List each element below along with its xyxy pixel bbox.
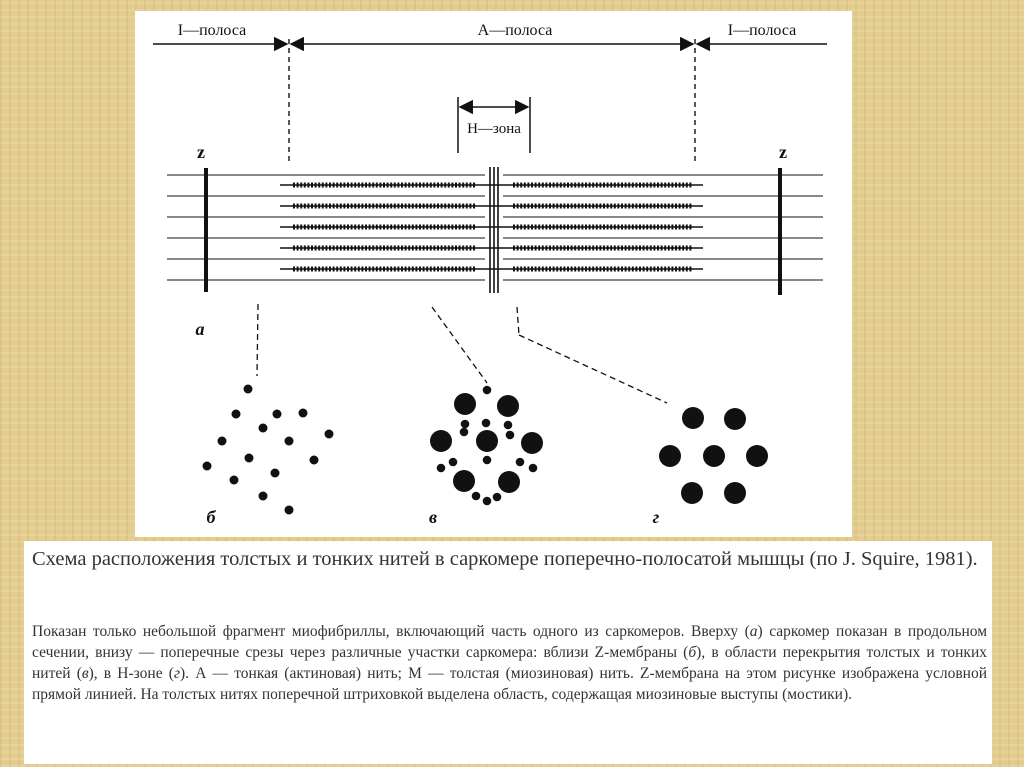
overlap-filament-dot-8 — [483, 386, 492, 395]
thin-filament-dot-15 — [285, 506, 294, 515]
thin-filament-dot-10 — [285, 437, 294, 446]
thin-filament-dot-12 — [230, 476, 239, 485]
thin-filament-dot-13 — [271, 469, 280, 478]
i-band-right-label: I—полоса — [727, 22, 797, 39]
thin-filament-dot-6 — [299, 409, 308, 418]
overlap-filament-dot-17 — [472, 492, 481, 501]
thin-filament-dot-9 — [245, 454, 254, 463]
connector-b — [257, 304, 258, 376]
thin-filament-dot-11 — [310, 456, 319, 465]
thin-filament-dot-8 — [203, 462, 212, 471]
caption-ref-a: а — [749, 623, 758, 640]
thick-filament-dot-6 — [681, 482, 703, 504]
overlap-filament-dot-12 — [449, 458, 458, 467]
overlap-filament-dot-16 — [483, 456, 492, 465]
thick-filament-dot-1 — [682, 407, 704, 429]
caption-text-3: ), в области перекрытия толстых и тонких нитей ( — [32, 644, 987, 682]
panel-letter-v: в — [428, 507, 438, 527]
caption-text-2: ) саркомер показан в продольном сечении, внизу — поперечные срезы через различные участки саркомера: вблизи Z-мембраны ( — [32, 623, 987, 661]
panel-letter-a: а — [195, 319, 205, 339]
thin-filament-dot-1 — [244, 385, 253, 394]
i-band-left-label: I—полоса — [177, 22, 247, 39]
overlap-filament-dot-11 — [482, 419, 491, 428]
overlap-filament-dot-1 — [454, 393, 476, 415]
overlap-filament-dot-3 — [430, 430, 452, 452]
cross-section-h-zone — [659, 407, 768, 504]
overlap-filament-dot-5 — [521, 432, 543, 454]
sarcomere-diagram — [135, 11, 852, 537]
overlap-filament-dot-2 — [497, 395, 519, 417]
a-band-label: A—полоса — [477, 22, 553, 39]
overlap-filament-dot-20 — [460, 428, 469, 437]
overlap-filament-dot-21 — [506, 431, 515, 440]
overlap-filament-dot-19 — [483, 497, 492, 506]
panel-letter-g: г — [652, 507, 660, 527]
cross-section-overlap — [430, 386, 543, 506]
overlap-filament-dot-4 — [476, 430, 498, 452]
thick-filament-dot-4 — [703, 445, 725, 467]
overlap-filament-dot-10 — [504, 421, 513, 430]
caption-body — [32, 621, 987, 705]
caption-ref-b: б — [688, 644, 697, 661]
z-left-label: z — [197, 142, 205, 162]
overlap-filament-dot-15 — [529, 464, 538, 473]
thin-filament-dot-14 — [259, 492, 268, 501]
thick-filament-dot-5 — [746, 445, 768, 467]
thick-filament-dot-3 — [659, 445, 681, 467]
h-zone-label: H—зона — [467, 121, 521, 137]
caption-text-4: ), в Н-зоне ( — [88, 665, 174, 682]
overlap-filament-dot-9 — [461, 420, 470, 429]
z-right-label: z — [779, 142, 787, 162]
thin-filament-dot-5 — [259, 424, 268, 433]
thin-filament-dot-2 — [232, 410, 241, 419]
caption-title: Схема расположения толстых и тонких нитей в саркомере поперечно-полосатой мышцы (по J. Squire, 1981). — [32, 548, 978, 570]
connector-g-2 — [519, 335, 667, 403]
figure-caption — [24, 541, 992, 764]
thick-filament-dot-7 — [724, 482, 746, 504]
overlap-filament-dot-14 — [437, 464, 446, 473]
myofibril-longitudinal-section — [167, 167, 823, 295]
connector-g-1 — [517, 307, 519, 335]
panel-letter-b: б — [206, 507, 216, 527]
overlap-filament-dot-7 — [498, 471, 520, 493]
diagram-canvas — [135, 11, 852, 537]
thin-filament-dot-4 — [218, 437, 227, 446]
caption-ref-v: в — [81, 665, 89, 682]
caption-text-1: Показан только небольшой фрагмент миофибриллы, включающий часть одного из саркомеров. Вверху ( — [32, 623, 750, 640]
caption-ref-g: г — [173, 665, 180, 682]
thin-filament-dot-3 — [273, 410, 282, 419]
overlap-filament-dot-6 — [453, 470, 475, 492]
thick-filament-dot-2 — [724, 408, 746, 430]
thin-filament-dot-7 — [325, 430, 334, 439]
caption-text-5: ). А — тонкая (актиновая) нить; М — толстая (миозиновая) нить. Z-мембрана на этом рисунке изображена условной прямой линией. На толстых нитях поперечной штриховкой выделена область, содержащая миозиновые выступы (мостики). — [32, 665, 987, 703]
overlap-filament-dot-13 — [516, 458, 525, 467]
cross-section-z-membrane — [203, 385, 334, 515]
overlap-filament-dot-18 — [493, 493, 502, 502]
connector-v — [432, 307, 487, 383]
